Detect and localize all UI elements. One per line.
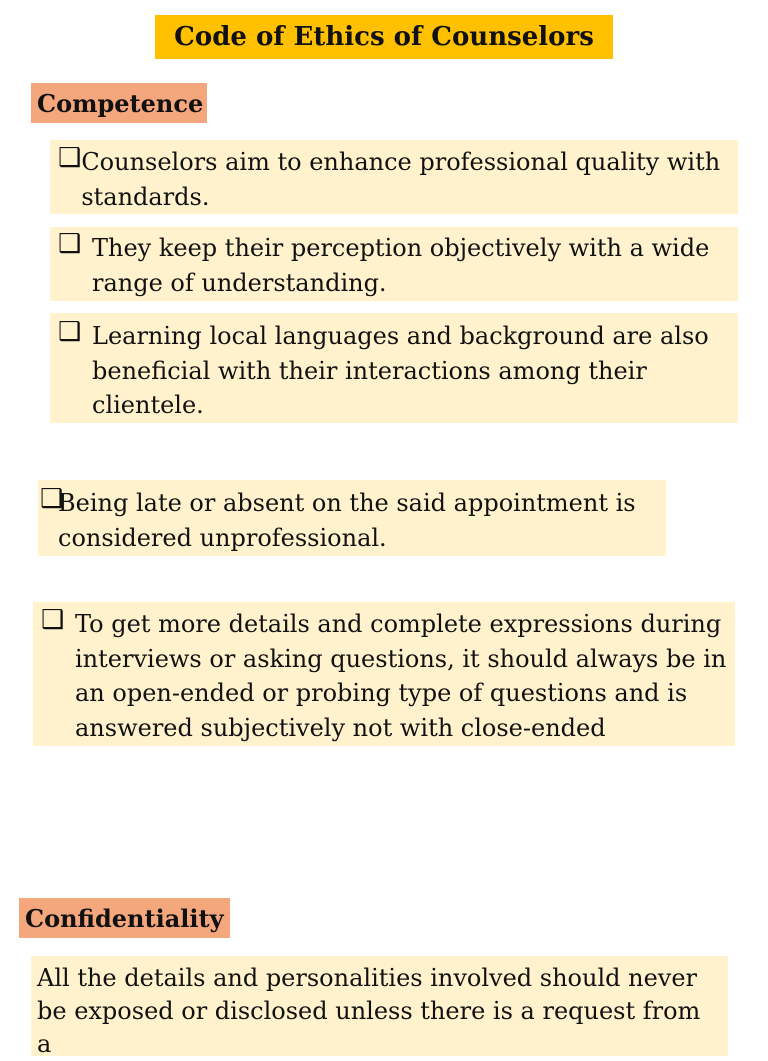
checkbox-square-icon: ❑ bbox=[41, 605, 65, 635]
bullet-text: To get more details and complete expressions during interviews or asking questions, it should always be in an open-ended or probing type of questions and is answered subjectively not with close-ended bbox=[75, 610, 727, 742]
competence-section-label: Competence bbox=[31, 83, 207, 123]
checkbox-square-icon: ❑ bbox=[40, 484, 64, 514]
page-title: Code of Ethics of Counselors bbox=[155, 15, 613, 59]
confidentiality-section-label: Confidentiality bbox=[19, 898, 230, 938]
checkbox-square-icon: ❑ bbox=[58, 143, 82, 173]
confidentiality-paragraph: All the details and personalities involved should never be exposed or disclosed unless there is a request from a bbox=[31, 956, 728, 1056]
checkbox-square-icon: ❑ bbox=[58, 317, 82, 347]
bullet-text: Learning local languages and background are also beneficial with their interactions among their clientele. bbox=[92, 322, 709, 419]
bullet-text: They keep their perception objectively with a wide range of understanding. bbox=[92, 234, 710, 297]
competence-bullet-3 bbox=[50, 313, 738, 423]
bullet-text: Counselors aim to enhance professional quality with standards. bbox=[81, 148, 721, 211]
competence-bullet-5 bbox=[33, 602, 735, 746]
bullet-text: Being late or absent on the said appointment is considered unprofessional. bbox=[58, 489, 636, 552]
competence-bullet-4 bbox=[38, 480, 666, 556]
competence-bullet-2 bbox=[50, 227, 738, 301]
competence-bullet-1 bbox=[50, 140, 738, 214]
checkbox-square-icon: ❑ bbox=[58, 229, 82, 259]
